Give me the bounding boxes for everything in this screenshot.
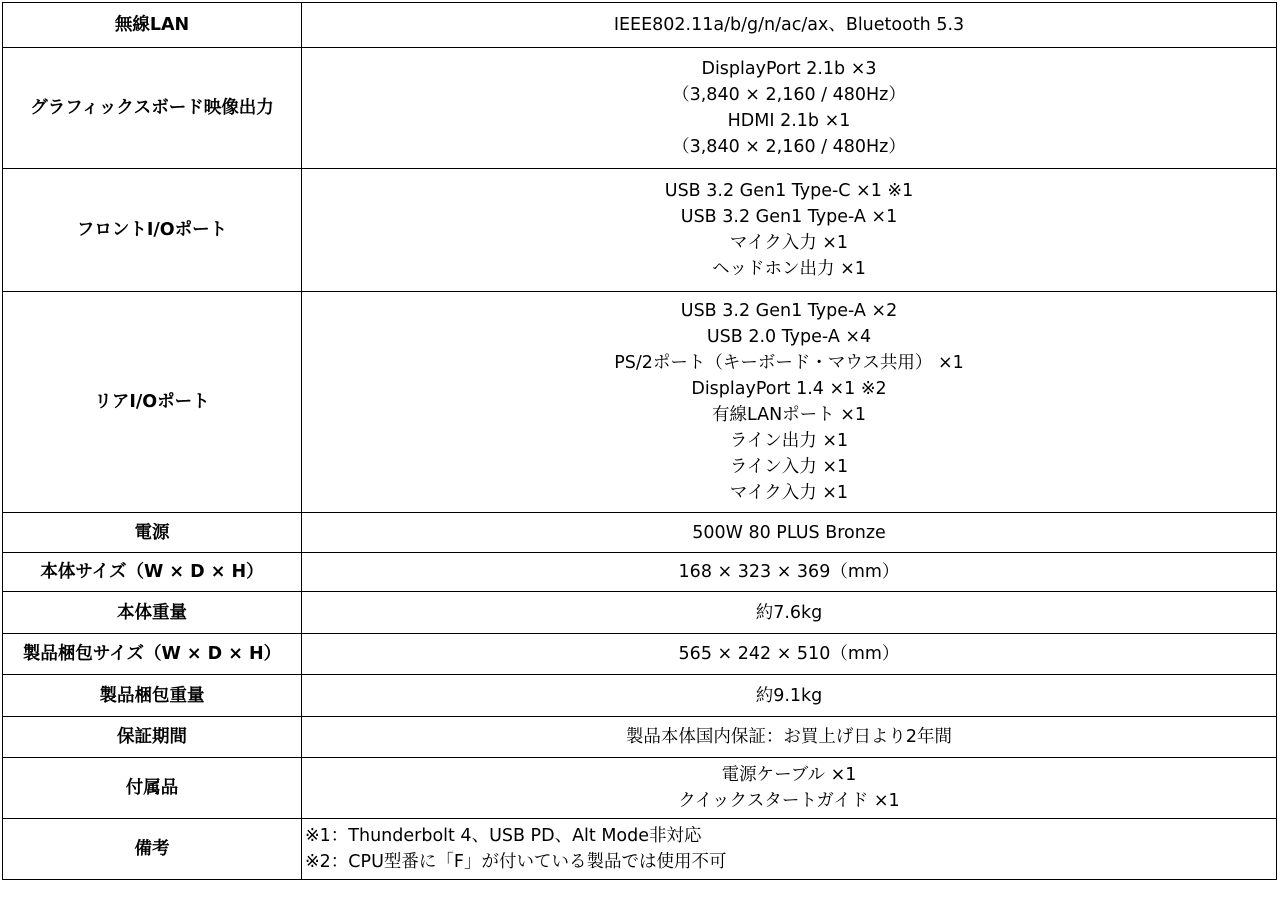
table-row [3, 634, 1277, 675]
row-label: フロントI/Oポート [3, 169, 302, 292]
row-label: 製品梱包サイズ（W × D × H） [3, 634, 302, 675]
value-line: 565 × 242 × 510（mm） [678, 644, 900, 664]
row-value [302, 717, 1277, 758]
row-value [302, 3, 1277, 48]
value-line: マイク入力 ×1 [729, 233, 849, 253]
row-value [302, 48, 1277, 169]
value-line: USB 3.2 Gen1 Type-A ×1 [680, 207, 898, 227]
value-line: 168 × 323 × 369（mm） [678, 562, 900, 582]
table-row [3, 3, 1277, 48]
value-line: （3,840 × 2,160 / 480Hz） [672, 137, 906, 157]
value-line: ※2：CPU型番に「F」が付いている製品では使用不可 [305, 852, 727, 872]
table-row [3, 592, 1277, 634]
value-line: ライン入力 ×1 [729, 457, 849, 477]
row-label: 無線LAN [3, 3, 302, 48]
row-value [302, 634, 1277, 675]
value-line: HDMI 2.1b ×1 [727, 111, 851, 131]
spec-table-container [2, 2, 1277, 880]
row-value [302, 513, 1277, 553]
table-row [3, 292, 1277, 513]
row-label: 保証期間 [3, 717, 302, 758]
table-row [3, 48, 1277, 169]
value-line: DisplayPort 1.4 ×1 ※2 [691, 379, 887, 399]
value-line: ヘッドホン出力 ×1 [712, 259, 866, 279]
row-value [302, 758, 1277, 819]
row-value [302, 819, 1277, 880]
value-line: 製品本体国内保証：お買上げ日より2年間 [625, 727, 953, 747]
value-line: PS/2ポート（キーボード・マウス共用） ×1 [614, 353, 964, 373]
row-value [302, 675, 1277, 717]
value-line: 電源ケーブル ×1 [721, 765, 857, 785]
row-label: リアI/Oポート [3, 292, 302, 513]
table-row [3, 169, 1277, 292]
table-row [3, 717, 1277, 758]
value-line: 500W 80 PLUS Bronze [692, 522, 886, 543]
value-line: USB 3.2 Gen1 Type-C ×1 ※1 [664, 181, 914, 201]
row-value [302, 592, 1277, 634]
value-line: ※1：Thunderbolt 4、USB PD、Alt Mode非対応 [305, 826, 702, 846]
value-line: IEEE802.11a/b/g/n/ac/ax、Bluetooth 5.3 [613, 15, 965, 35]
row-label: グラフィックスボード映像出力 [3, 48, 302, 169]
value-line: 約9.1kg [755, 685, 823, 706]
row-label: 備考 [3, 819, 302, 880]
value-line: USB 2.0 Type-A ×4 [706, 327, 872, 347]
row-label: 製品梱包重量 [3, 675, 302, 717]
value-line: （3,840 × 2,160 / 480Hz） [672, 85, 906, 105]
row-value [302, 169, 1277, 292]
value-line: ライン出力 ×1 [729, 431, 849, 451]
value-line: 約7.6kg [755, 602, 823, 623]
table-row [3, 553, 1277, 592]
row-label: 本体重量 [3, 592, 302, 634]
value-line: マイク入力 ×1 [729, 483, 849, 503]
table-row [3, 513, 1277, 553]
table-row [3, 675, 1277, 717]
row-label: 電源 [3, 513, 302, 553]
row-label: 付属品 [3, 758, 302, 819]
value-line: DisplayPort 2.1b ×3 [701, 59, 877, 79]
row-label: 本体サイズ（W × D × H） [3, 553, 302, 592]
spec-table [2, 2, 1277, 880]
table-row [3, 758, 1277, 819]
row-value [302, 553, 1277, 592]
value-line: 有線LANポート ×1 [711, 405, 867, 425]
table-row [3, 819, 1277, 880]
value-line: USB 3.2 Gen1 Type-A ×2 [680, 301, 898, 321]
row-value [302, 292, 1277, 513]
value-line: クイックスタートガイド ×1 [678, 791, 900, 811]
